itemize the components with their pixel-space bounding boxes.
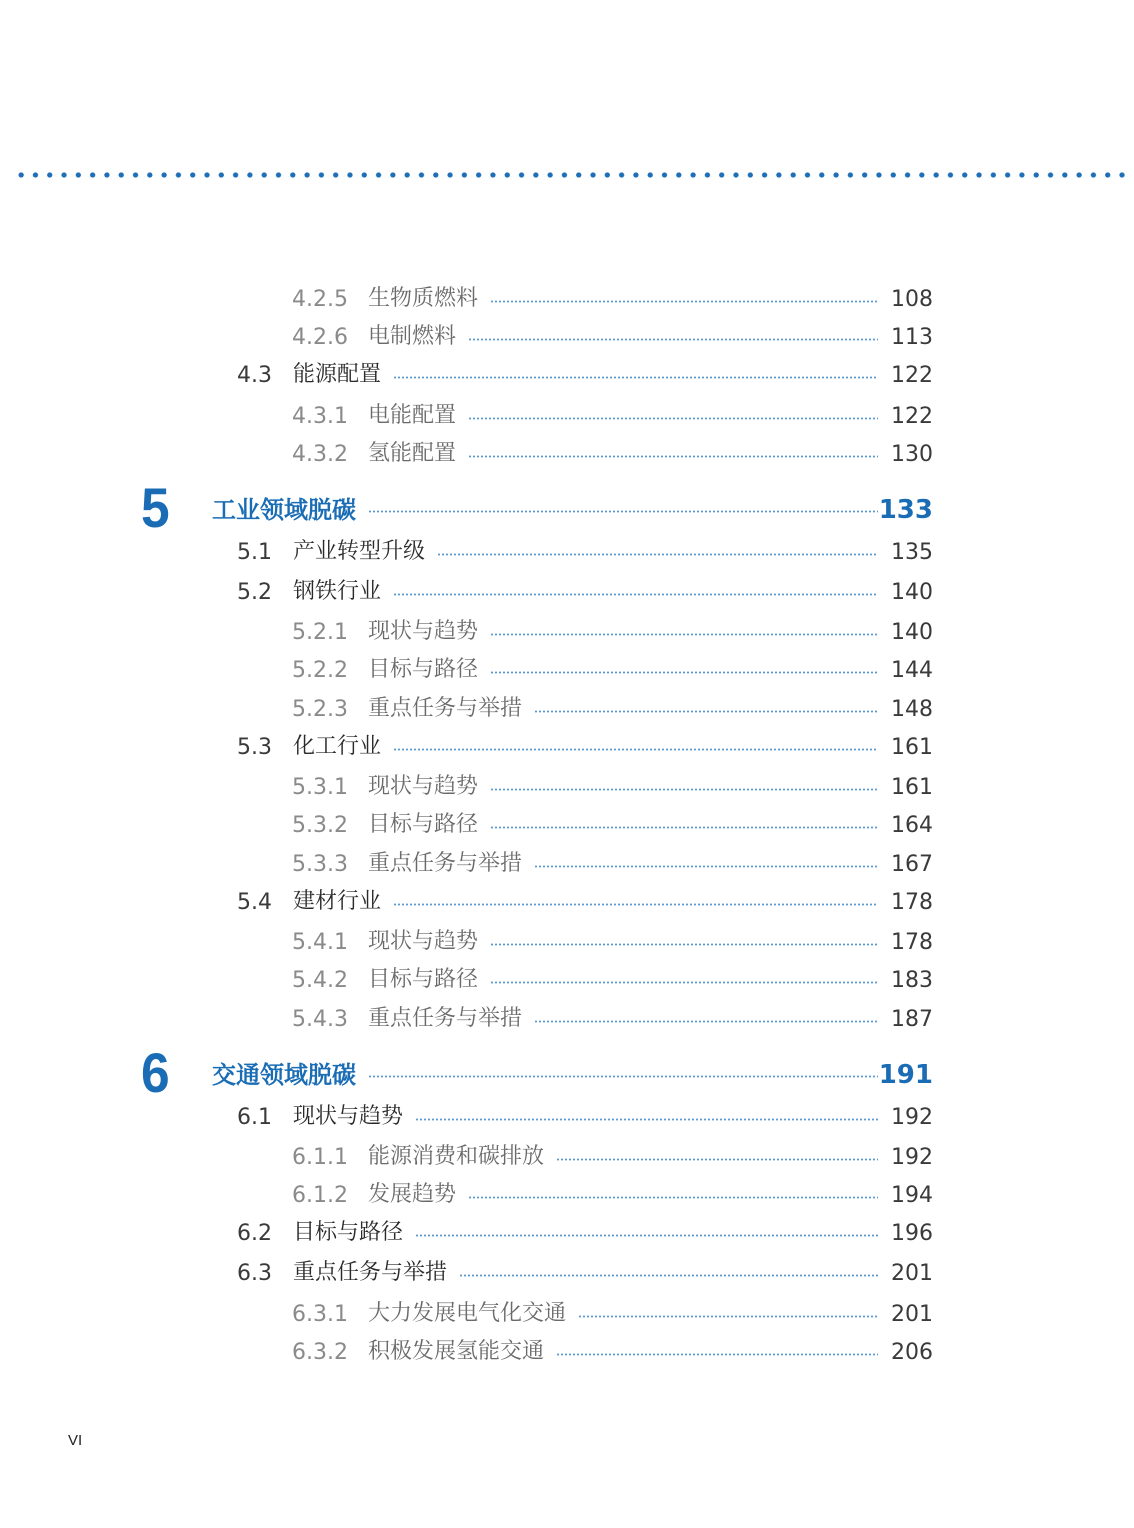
leader-dots [490, 671, 878, 674]
toc-entry[interactable] [0, 356, 1134, 396]
entry-number: 4.2.5 [292, 287, 348, 312]
leader-dots [468, 455, 878, 458]
toc-entry[interactable] [0, 690, 1134, 730]
entry-number: 4.3.2 [292, 442, 348, 467]
entry-title: 积极发展氢能交通 [368, 1339, 545, 1364]
page-number: 133 [878, 495, 933, 525]
chapter-number: 5 [141, 476, 170, 539]
page-number: 113 [891, 325, 933, 350]
leader-dots [490, 981, 878, 984]
leader-dots [468, 338, 878, 341]
page-number: 148 [891, 697, 933, 722]
leader-dots [468, 1196, 878, 1199]
entry-title: 电能配置 [368, 403, 457, 428]
page-number: 161 [891, 735, 933, 760]
page-number: 108 [891, 287, 933, 312]
page-number: 187 [891, 1007, 933, 1032]
entry-number: 5.4 [237, 890, 272, 915]
entry-title: 目标与路径 [368, 657, 479, 682]
page-number: 201 [891, 1302, 933, 1327]
toc-entry[interactable] [0, 1098, 1134, 1138]
page-number: 178 [891, 890, 933, 915]
toc-entry[interactable] [0, 845, 1134, 885]
entry-title: 生物质燃料 [368, 286, 479, 311]
toc-entry[interactable] [0, 1176, 1134, 1216]
toc-entry[interactable] [0, 1254, 1134, 1294]
entry-title: 目标与路径 [368, 812, 479, 837]
leader-dots [368, 1075, 878, 1078]
toc-entry[interactable] [0, 280, 1134, 320]
entry-number: 6.3 [237, 1261, 272, 1286]
entry-title: 大力发展电气化交通 [368, 1301, 567, 1326]
leader-dots [459, 1274, 878, 1277]
entry-title: 产业转型升级 [293, 539, 426, 564]
toc-entry[interactable] [0, 883, 1134, 923]
page-number: 135 [891, 540, 933, 565]
leader-dots [393, 748, 878, 751]
entry-title: 钢铁行业 [293, 579, 382, 604]
entry-title: 目标与路径 [293, 1220, 404, 1245]
toc-entry[interactable] [0, 1000, 1134, 1040]
leader-dots [415, 1118, 878, 1121]
page-number: 196 [891, 1221, 933, 1246]
page-number: 178 [891, 930, 933, 955]
entry-title: 发展趋势 [368, 1182, 457, 1207]
entry-number: 5.2 [237, 580, 272, 605]
leader-dots [534, 710, 878, 713]
page-number: 130 [891, 442, 933, 467]
entry-title: 工业领域脱碳 [212, 496, 356, 524]
leader-dots [490, 300, 878, 303]
entry-number: 5.2.2 [292, 658, 348, 683]
page-number: 140 [891, 580, 933, 605]
entry-number: 5.4.1 [292, 930, 348, 955]
entry-number: 6.3.1 [292, 1302, 348, 1327]
page-number: 191 [878, 1060, 933, 1090]
entry-number: 5.3.3 [292, 852, 348, 877]
toc-entry[interactable] [0, 1333, 1134, 1373]
page-number: 161 [891, 775, 933, 800]
leader-dots [490, 788, 878, 791]
entry-number: 4.3.1 [292, 404, 348, 429]
leader-dots [556, 1353, 878, 1356]
entry-title: 重点任务与举措 [368, 851, 523, 876]
entry-title: 重点任务与举措 [368, 696, 523, 721]
entry-number: 5.2.1 [292, 620, 348, 645]
leader-dots [534, 865, 878, 868]
entry-title: 现状与趋势 [368, 929, 479, 954]
page-number: 122 [891, 363, 933, 388]
page-number: 144 [891, 658, 933, 683]
entry-number: 6.1.2 [292, 1183, 348, 1208]
toc-entry[interactable] [0, 435, 1134, 475]
entry-title: 现状与趋势 [293, 1104, 404, 1129]
leader-dots [393, 903, 878, 906]
toc-entry[interactable] [0, 1138, 1134, 1178]
entry-number: 6.2 [237, 1221, 272, 1246]
leader-dots [415, 1234, 878, 1237]
entry-title: 氢能配置 [368, 441, 457, 466]
entry-number: 5.4.3 [292, 1007, 348, 1032]
toc-entry[interactable] [0, 961, 1134, 1001]
toc-entry[interactable] [0, 573, 1134, 613]
entry-number: 4.2.6 [292, 325, 348, 350]
toc-entry[interactable] [0, 1295, 1134, 1335]
leader-dots [437, 553, 878, 556]
leader-dots [556, 1158, 878, 1161]
entry-number: 4.3 [237, 363, 272, 388]
entry-number: 5.4.2 [292, 968, 348, 993]
leader-dots [393, 376, 878, 379]
entry-title: 现状与趋势 [368, 774, 479, 799]
leader-dots [368, 510, 878, 513]
toc-entry[interactable] [0, 923, 1134, 963]
entry-number: 6.1.1 [292, 1145, 348, 1170]
page-number: 194 [891, 1183, 933, 1208]
chapter-number: 6 [141, 1041, 170, 1104]
leader-dots [490, 633, 878, 636]
toc-entry[interactable] [0, 397, 1134, 437]
page-number: 183 [891, 968, 933, 993]
page-number: 192 [891, 1105, 933, 1130]
entry-title: 电制燃料 [368, 324, 457, 349]
toc-entry[interactable] [0, 651, 1134, 691]
page-number: 140 [891, 620, 933, 645]
entry-number: 5.2.3 [292, 697, 348, 722]
entry-title: 化工行业 [293, 734, 382, 759]
leader-dots [490, 943, 878, 946]
leader-dots [490, 826, 878, 829]
entry-title: 能源配置 [293, 362, 382, 387]
page-number: 122 [891, 404, 933, 429]
page-number: 167 [891, 852, 933, 877]
toc-entry[interactable] [0, 1214, 1134, 1254]
entry-title: 交通领域脱碳 [212, 1061, 356, 1089]
page-number: 164 [891, 813, 933, 838]
toc-entry[interactable] [0, 613, 1134, 653]
entry-title: 重点任务与举措 [293, 1260, 448, 1285]
entry-number: 5.3.2 [292, 813, 348, 838]
page-number: 201 [891, 1261, 933, 1286]
entry-number: 5.1 [237, 540, 272, 565]
toc-entry[interactable] [0, 728, 1134, 768]
entry-title: 建材行业 [293, 889, 382, 914]
toc-entry[interactable] [0, 768, 1134, 808]
entry-title: 目标与路径 [368, 967, 479, 992]
leader-dots [468, 417, 878, 420]
entry-number: 6.3.2 [292, 1340, 348, 1365]
leader-dots [393, 593, 878, 596]
toc-entry[interactable] [0, 806, 1134, 846]
entry-number: 5.3 [237, 735, 272, 760]
toc-entry[interactable] [0, 533, 1134, 573]
leader-dots [578, 1315, 878, 1318]
entry-number: 5.3.1 [292, 775, 348, 800]
toc-entry[interactable] [0, 318, 1134, 358]
leader-dots [534, 1020, 878, 1023]
page-number: 192 [891, 1145, 933, 1170]
entry-title: 重点任务与举措 [368, 1006, 523, 1031]
entry-title: 现状与趋势 [368, 619, 479, 644]
page-folio: VI [68, 1432, 83, 1449]
entry-title: 能源消费和碳排放 [368, 1144, 545, 1169]
entry-number: 6.1 [237, 1105, 272, 1130]
page-number: 206 [891, 1340, 933, 1365]
